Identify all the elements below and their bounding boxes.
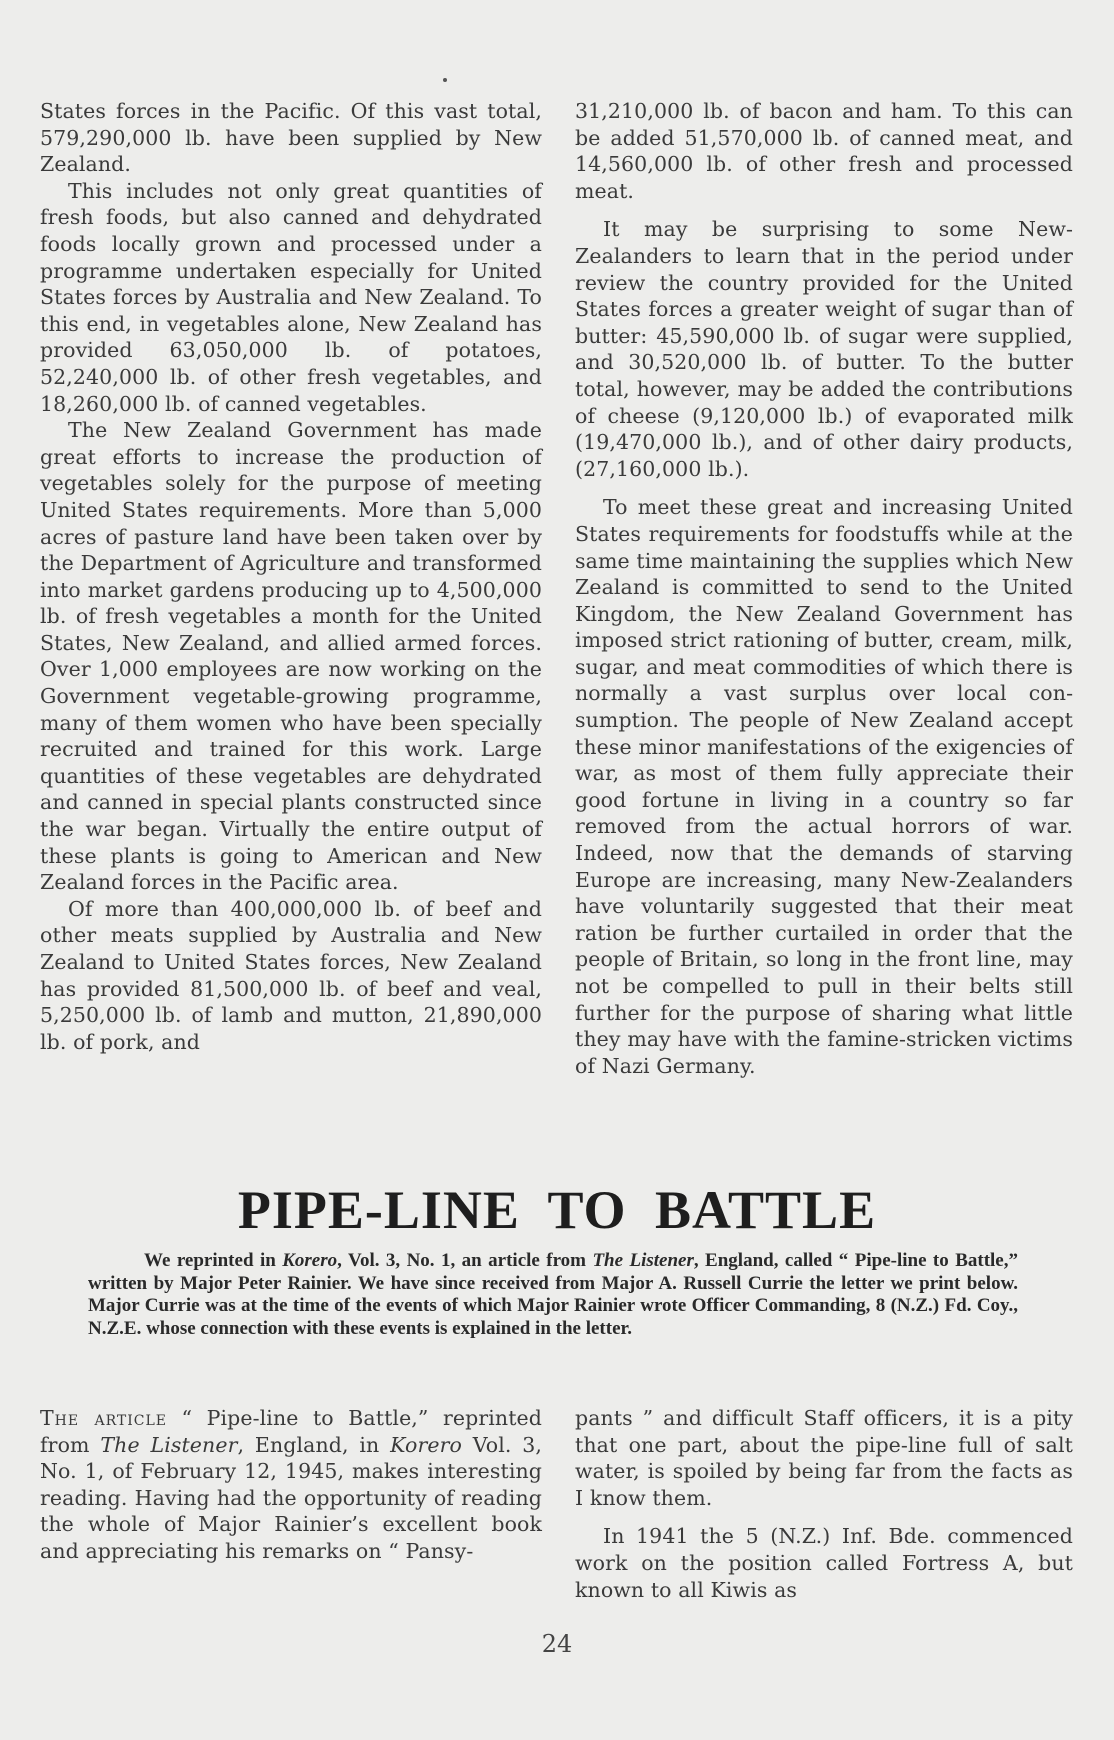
intro-text: We reprinted in <box>144 1250 283 1271</box>
paragraph: It may be surprising to some New-Zealanders to learn that in the period under review the country provided for the United States forces a greater weight of sugar than of butter: 45,590,000 lb. of sugar were supplied, and 30,520,000 lb. of butter. To the butter total, however, may be added the contributions of cheese (9,120,000 lb.) of evaporated milk (19,470,000 lb.), and of other dairy products, (27,160,000 lb.). <box>575 217 1073 481</box>
article-title: PIPE-LINE TO BATTLE <box>237 1180 877 1240</box>
column-bottom-left <box>40 1405 542 1565</box>
publication-korero: Korero <box>390 1432 462 1457</box>
page-number: 24 <box>541 1630 573 1658</box>
letter-paragraph: In 1941 the 5 (N.Z.) Inf. Bde. commenced work on the position called Fortress A, but known to all Kiwis as <box>575 1524 1073 1602</box>
intro-text: , Vol. 3, No. 1, an article from <box>337 1250 593 1271</box>
column-top-right <box>575 98 1073 1079</box>
print-speck <box>443 78 447 82</box>
letter-paragraph: pants ” and difficult Staff officers, it is a pity that one part, about the pipe-line full of salt water, is spoiled by being far from the facts as I know them. <box>575 1406 1073 1510</box>
letter-paragraph <box>40 1405 542 1565</box>
intro-text: , England, called “ Pipe-line to Battle,” written by Major Peter Rainier. We have since received from Major A. Russell Currie the letter we print below. Major Currie was at the time of the events of which Major Rainier wrote Officer Commanding, 8 (N.Z.) Fd. Coy., N.Z.E. whose connection with these events is explained in the letter. <box>88 1250 1018 1339</box>
letter-text: “ Pipe-line to Battle,” reprinted from <box>40 1406 543 1457</box>
paragraph: This includes not only great quantities of fresh foods, but also canned and dehydrated foods locally grown and processed under a programme undertaken especially for United States forces by Australia and New Zealand. To this end, in vegetables alone, New Zealand has provided 63,050,000 lb. of potatoes, 52,240,000 lb. of other fresh vegetables, and 18,260,000 lb. of canned vegetables. <box>40 178 542 416</box>
paragraph: States forces in the Pacific. Of this vast total, 579,290,000 lb. have been supplied by New Zealand. <box>40 99 542 177</box>
intro-publication-listener: The Listener <box>592 1250 694 1271</box>
letter-text: , England, in <box>237 1432 391 1457</box>
intro-publication-korero: Korero <box>282 1250 338 1271</box>
paragraph: Of more than 400,000,000 lb. of beef and other meats supplied by Australia and New Zealand to United States forces, New Zealand has provided 81,500,000 lb. of beef and veal, 5,250,000 lb. of lamb and mutton, 21,890,000 lb. of pork, and <box>40 896 542 1054</box>
paragraph: To meet these great and increasing United States requirements for foodstuffs while at the same time maintaining the supplies which New Zealand is committed to send to the United Kingdom, the New Zealand Government has imposed strict rationing of butter, cream, milk, sugar, and meat commodities of which there is normally a vast surplus over local consumption. The people of New Zealand accept these minor manifestations of the exigencies of war, as most of them fully appreciate their good fortune in living in a country so far removed from the actual horrors of war. Indeed, now that the demands of starving Europe are increasing, many New-Zealanders have voluntarily suggested that their meat ration be further curtailed in order that the people of Britain, so long in the front line, may not be compelled to pull in their belts still further for the purpose of sharing what little they may have with the famine-stricken victims of Nazi Germany. <box>575 495 1073 1078</box>
paragraph: The New Zealand Government has made great efforts to increase the production of vegetables solely for the purpose of meeting United States requirements. More than 5,000 acres of pasture land have been taken over by the Department of Agriculture and transformed into market gardens producing up to 4,500,000 lb. of fresh vegetables a month for the United States, New Zealand, and allied armed forces. Over 1,000 employees are now working on the Government vegetable-growing programme, many of them women who have been specially recruited and trained for this work. Large quantities of these vegetables are dehydrated and canned in special plants constructed since the war began. Virtually the entire output of these plants is going to American and New Zealand forces in the Pacific area. <box>40 418 542 895</box>
column-bottom-right <box>575 1405 1073 1603</box>
intro-paragraph <box>88 1250 1018 1340</box>
lead-in: The article <box>40 1406 168 1430</box>
letter-text: Vol. 3, No. 1, of February 12, 1945, makes interesting reading. Having had the opportunity of reading the whole of Major Rainier’s excellent book and appreciating his remarks on “ Pansy- <box>40 1432 543 1563</box>
publication-listener: The Listener <box>100 1432 238 1457</box>
column-top-left <box>40 98 542 1055</box>
paragraph: 31,210,000 lb. of bacon and ham. To this can be added 51,570,000 lb. of canned meat, and 14,560,000 lb. of other fresh and processed meat. <box>575 99 1073 203</box>
article-intro <box>88 1250 1018 1340</box>
